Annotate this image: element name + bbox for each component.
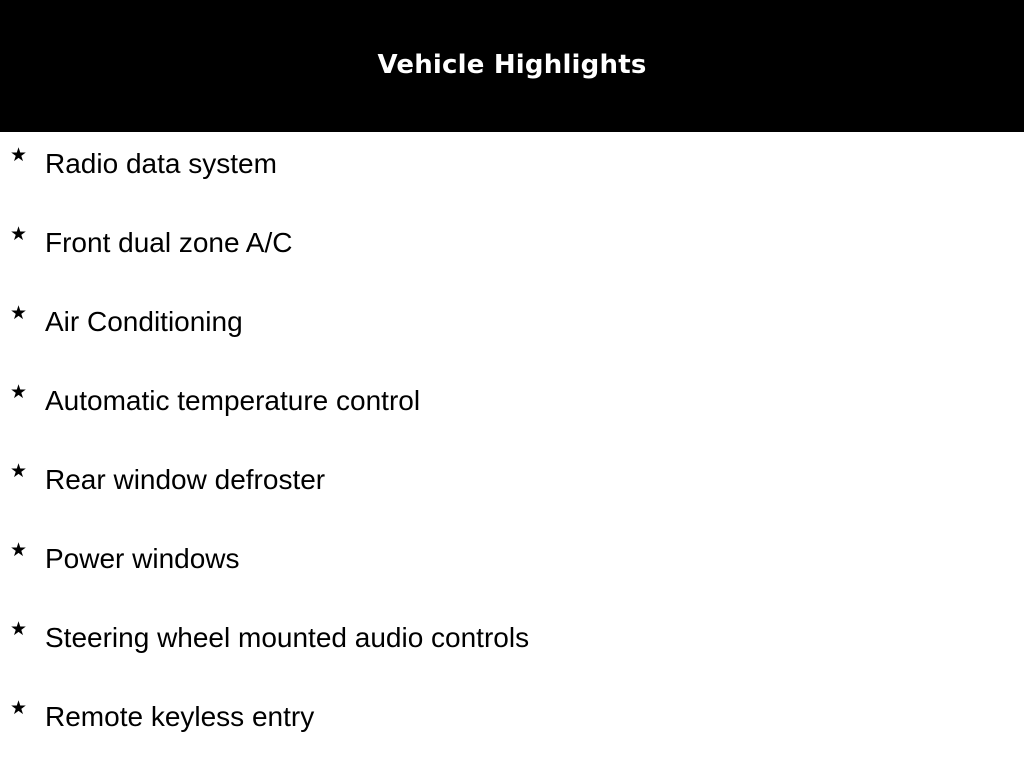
list-item-label: Automatic temperature control xyxy=(45,385,421,416)
list-item xyxy=(0,300,1024,340)
list-item-label: Radio data system xyxy=(45,148,277,179)
list-item-label: Steering wheel mounted audio controls xyxy=(45,622,530,653)
list-item-label: Air Conditioning xyxy=(45,306,243,337)
list-item xyxy=(0,142,1024,182)
star-icon: ★ xyxy=(10,460,28,482)
page-title: Vehicle Highlights xyxy=(377,50,647,80)
list-item-label: Power windows xyxy=(45,543,240,574)
star-icon: ★ xyxy=(10,144,28,166)
list-item xyxy=(0,616,1024,656)
list-item-label: Front dual zone A/C xyxy=(45,227,293,258)
star-icon: ★ xyxy=(10,697,28,719)
list-item xyxy=(0,458,1024,498)
list-item xyxy=(0,695,1024,735)
list-item-label: Remote keyless entry xyxy=(45,701,315,732)
star-icon: ★ xyxy=(10,223,28,245)
star-icon: ★ xyxy=(10,539,28,561)
star-icon: ★ xyxy=(10,618,28,640)
list-item xyxy=(0,379,1024,419)
list-item xyxy=(0,537,1024,577)
star-icon: ★ xyxy=(10,381,28,403)
star-icon: ★ xyxy=(10,302,28,324)
list-item xyxy=(0,221,1024,261)
page-header xyxy=(0,0,1024,132)
list-item-label: Rear window defroster xyxy=(45,464,326,495)
